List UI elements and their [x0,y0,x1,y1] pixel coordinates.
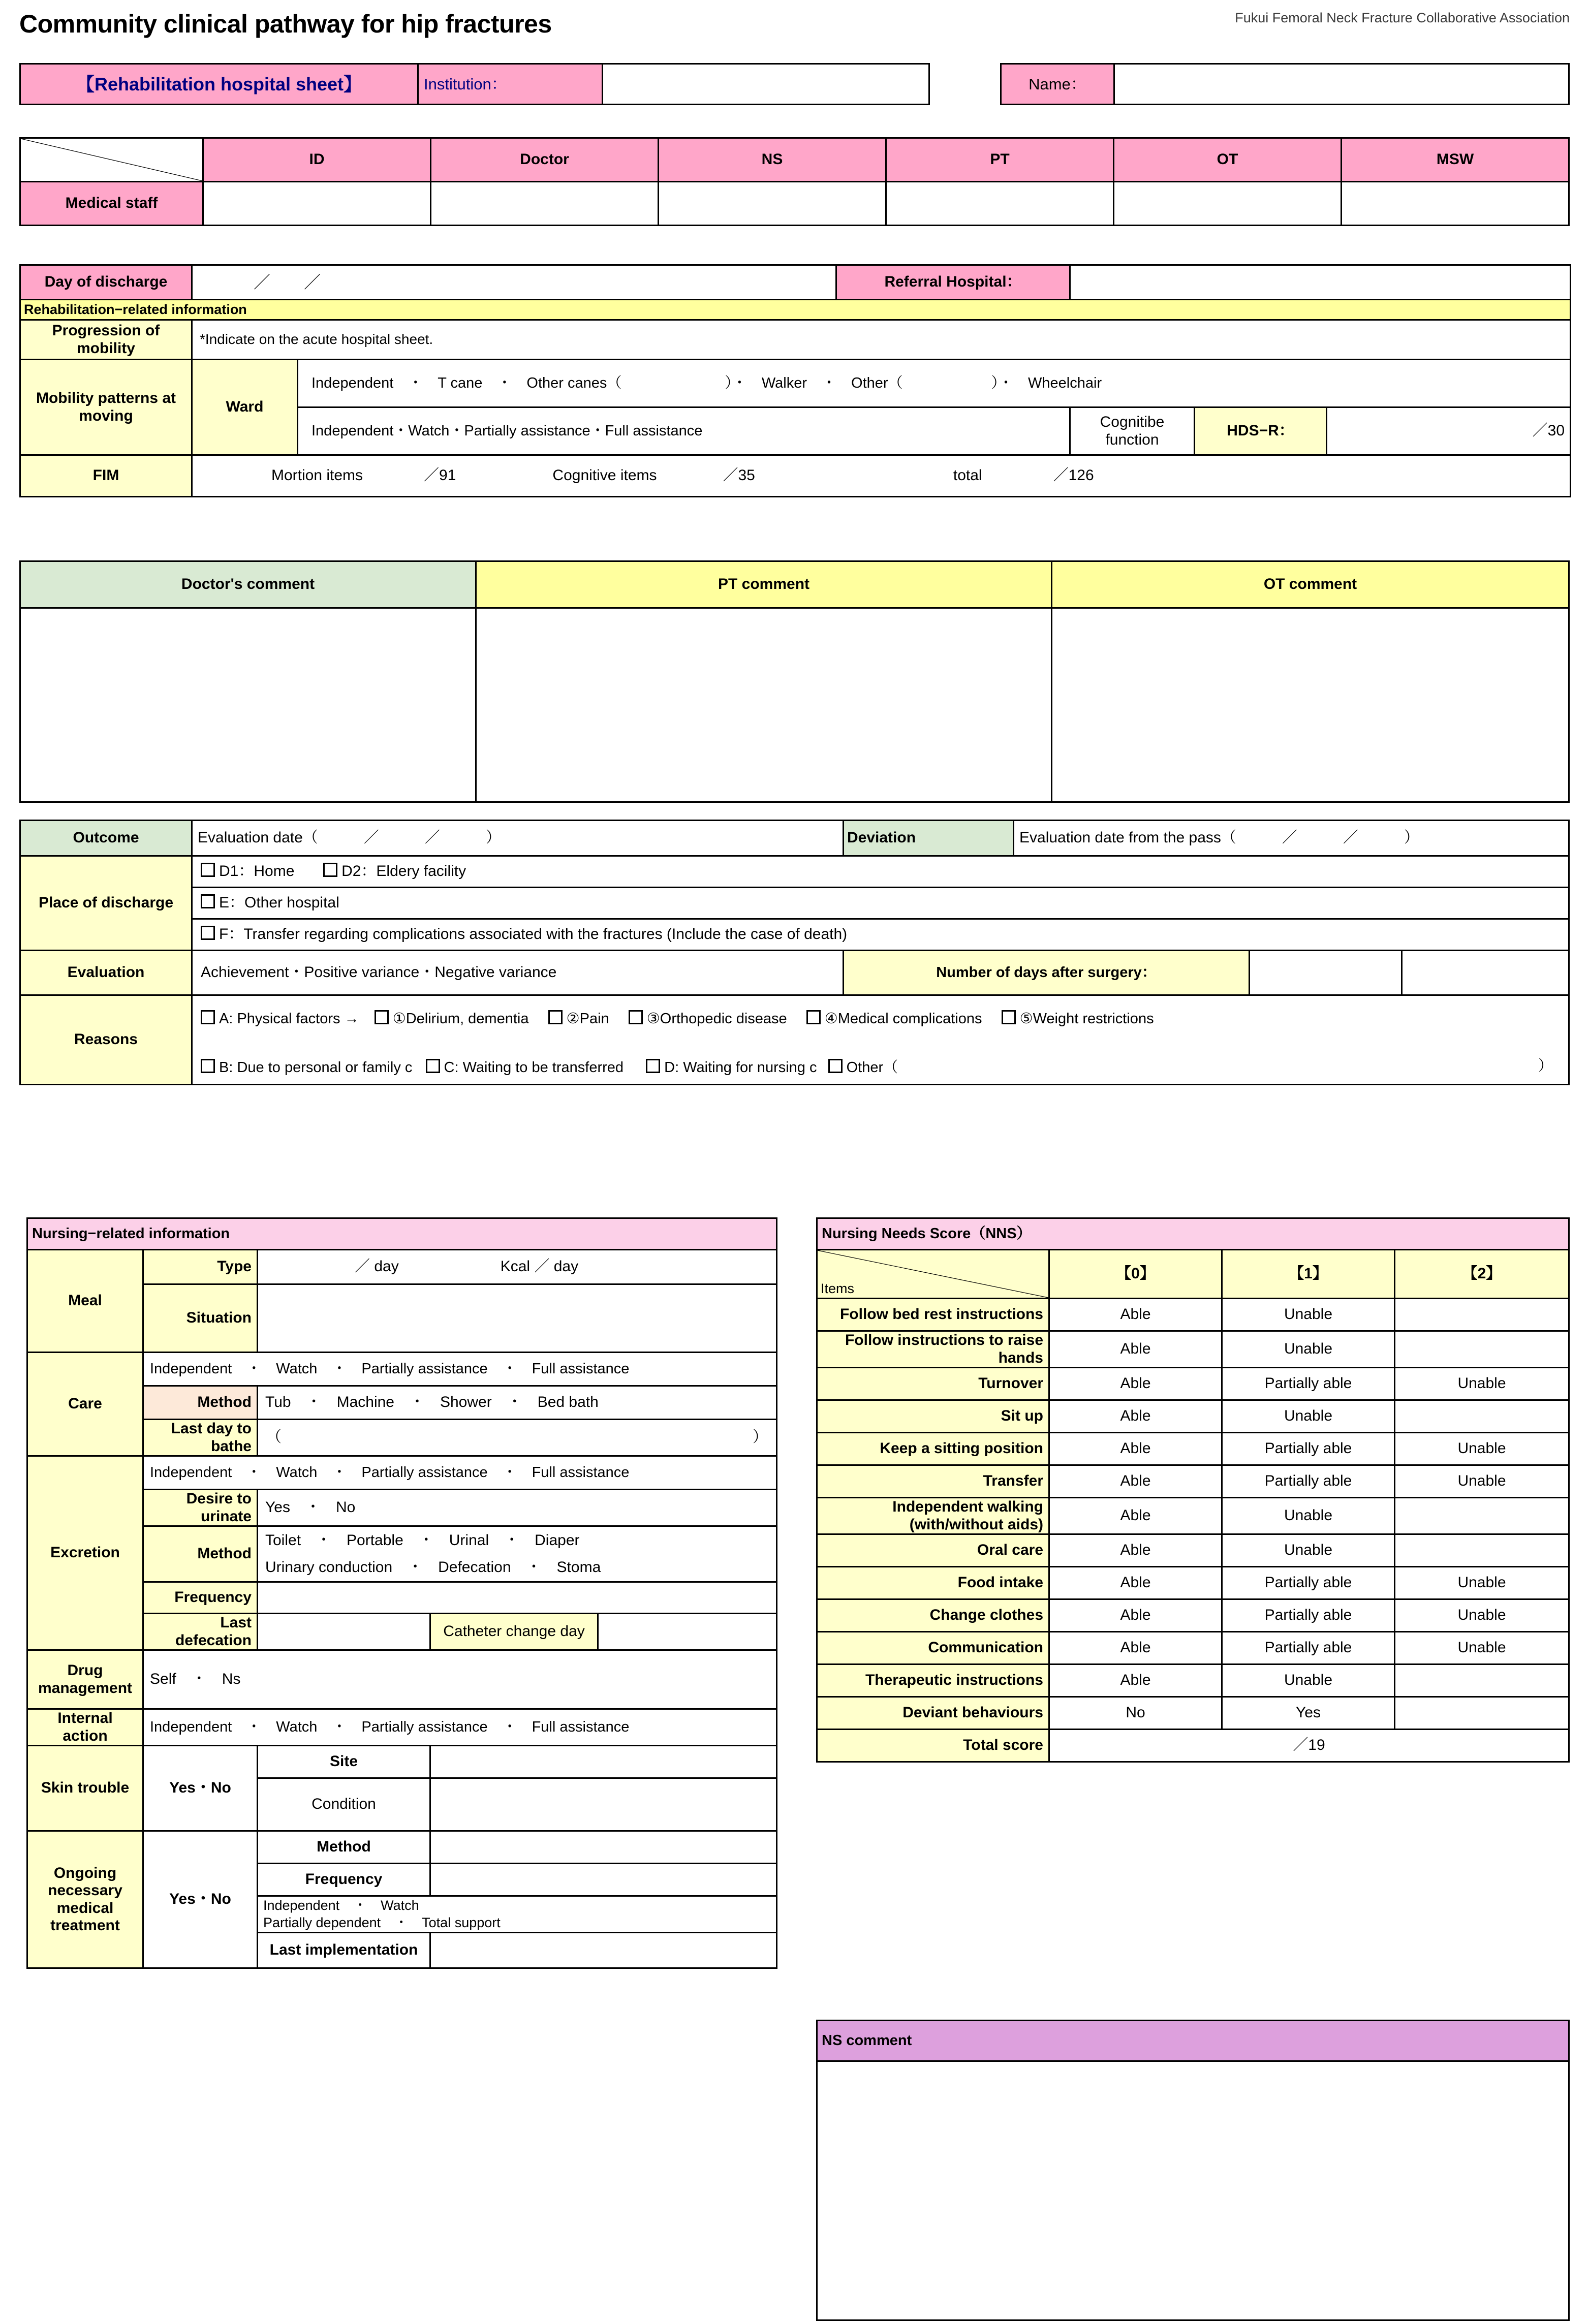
checkbox-b[interactable] [201,1059,215,1073]
table-row [817,1465,1569,1498]
ongoing-last-implementation-label: Last implementation [258,1933,430,1968]
reason-d[interactable]: D: Waiting for nursing c [664,1059,817,1076]
excretion-last-defecation-input[interactable] [258,1614,430,1650]
ns-comment-input[interactable] [817,2061,1569,2320]
meal-type-input[interactable] [258,1250,777,1284]
reason-other-close: ） [1538,1057,1553,1074]
institution-input[interactable] [603,64,929,105]
nns-cell-score2[interactable]: Unable [1395,1433,1569,1465]
checkbox-other[interactable] [828,1059,843,1073]
staff-value-msw[interactable] [1342,182,1569,226]
nns-item-label: Communication [817,1632,1049,1665]
staff-col-msw: MSW [1342,138,1569,182]
nns-header-1: 【1】 [1222,1250,1395,1299]
checkbox-a2[interactable] [548,1010,563,1024]
excretion-assist-row [27,1456,777,1490]
skin-condition-label: Condition [258,1778,430,1831]
place-option-d2[interactable]: D2：Eldery facility [341,863,466,880]
nns-item-label: Turnover [817,1368,1049,1400]
nns-cell-score0[interactable]: Able [1049,1599,1222,1632]
nns-total-value[interactable]: ／19 [1049,1730,1569,1762]
table-row [817,1534,1569,1567]
ongoing-method-row [27,1831,777,1864]
name-input[interactable] [1114,64,1569,105]
nns-cell-score0[interactable]: Able [1049,1632,1222,1665]
name-table [1000,63,1570,105]
place-option-row-3 [20,919,1569,951]
nns-cell-score2[interactable]: Unable [1395,1632,1569,1665]
evaluation-label: Evaluation [20,951,192,995]
reason-c[interactable]: C: Waiting to be transferred [444,1059,624,1076]
ot-comment-header: OT comment [1052,561,1569,608]
checkbox-a[interactable] [201,1010,215,1024]
nns-cell-score0[interactable]: Able [1049,1567,1222,1599]
nns-cell-score2[interactable] [1395,1665,1569,1697]
place-of-discharge-label: Place of discharge [20,856,192,951]
nns-cell-score1[interactable]: Unable [1222,1400,1395,1433]
nns-cell-score2[interactable]: Unable [1395,1599,1569,1632]
hdsr-label: HDS−R： [1195,407,1327,455]
mobility-row-1 [20,360,1571,407]
nns-cell-score2[interactable] [1395,1331,1569,1368]
ongoing-last-implementation-input[interactable] [430,1933,777,1968]
nns-total-label: Total score [817,1730,1049,1762]
staff-corner-cell [20,138,203,182]
staff-value-ot[interactable] [1114,182,1342,226]
last-bath-open-paren: （ [266,1429,282,1446]
ward-label: Ward [192,360,298,455]
meal-type-row [27,1250,777,1284]
nns-item-label: Transfer [817,1465,1049,1498]
nns-cell-score2[interactable] [1395,1534,1569,1567]
skin-trouble-yesno[interactable]: Yes・No [143,1746,258,1831]
care-assist-row [27,1353,777,1386]
nns-total-row [817,1730,1569,1762]
reasons-label: Reasons [20,995,192,1085]
place-option-d1[interactable]: D1：Home [219,863,295,880]
progression-row [20,320,1571,360]
institution-label: Institution： [418,64,603,105]
nns-item-label: Food intake [817,1567,1049,1599]
hdsr-score-input[interactable]: ／30 [1327,407,1571,455]
internal-action-label: Internal action [27,1709,143,1746]
meal-situation-label: Situation [143,1284,258,1353]
table-row [817,1599,1569,1632]
nns-cell-score2[interactable] [1395,1400,1569,1433]
internal-action-options[interactable]: Independent ・ Watch ・ Partially assistance ・ Full assistance [143,1709,777,1746]
nns-section-title: Nursing Needs Score（NNS） [817,1218,1569,1250]
days-after-surgery-label: Number of days after surgery： [844,951,1250,995]
checkbox-d2[interactable] [323,863,337,877]
checkbox-c[interactable] [426,1059,440,1073]
page-title: Community clinical pathway for hip fractures [19,10,552,38]
reason-other[interactable]: Other（ [846,1059,898,1076]
nns-item-label: Follow bed rest instructions [817,1299,1049,1331]
excretion-method-label: Method [143,1526,258,1582]
table-row [817,1368,1569,1400]
nns-item-label: Therapeutic instructions [817,1665,1049,1697]
reasons-cell [192,995,1569,1085]
table-row [817,1632,1569,1665]
fim-cognitive-label: Cognitive items [552,467,657,484]
discharge-row [20,265,1571,300]
fim-values-cell [192,455,1571,497]
skin-trouble-label: Skin trouble [27,1746,143,1831]
care-label: Care [27,1353,143,1456]
reason-a2[interactable]: ②Pain [566,1010,609,1027]
doctor-comment-input[interactable] [20,608,476,802]
care-last-bath-label: Last day to bathe [143,1420,258,1456]
nns-corner-cell [817,1250,1049,1299]
excretion-desire-options[interactable]: Yes ・ No [258,1490,777,1526]
drug-management-row [27,1650,777,1709]
nns-item-label: Deviant behaviours [817,1697,1049,1730]
staff-col-ot: OT [1114,138,1342,182]
catheter-change-day-input[interactable] [598,1614,777,1650]
drug-management-label: Drug management [27,1650,143,1709]
staff-value-ns[interactable] [659,182,886,226]
nns-item-label: Oral care [817,1534,1049,1567]
nns-cell-score0[interactable]: Able [1049,1433,1222,1465]
drug-management-options[interactable]: Self ・ Ns [143,1650,777,1709]
nns-cell-score2[interactable] [1395,1697,1569,1730]
excretion-frequency-input[interactable] [258,1582,777,1614]
internal-action-row [27,1709,777,1746]
care-method-label: Method [143,1386,258,1420]
place-option-e[interactable]: E：Other hospital [219,894,339,912]
staff-col-pt: PT [886,138,1114,182]
name-label: Name： [1001,64,1114,105]
nns-cell-score1[interactable]: Partially able [1222,1433,1395,1465]
last-bath-close-paren: ） [753,1429,768,1446]
reason-a-prefix: A: Physical factors → [219,1010,359,1027]
mobility-options-line1[interactable]: Independent ・ T cane ・ Other canes（ ）・ Walker ・ Other（ ）・ Wheelchair [298,360,1571,407]
excretion-desire-label: Desire to urinate [143,1490,258,1526]
evaluation-choices[interactable]: Achievement・Positive variance・Negative variance [192,951,844,995]
skin-site-input[interactable] [430,1746,777,1778]
nns-cell-score1[interactable]: Partially able [1222,1567,1395,1599]
fim-cognitive-score[interactable]: ／35 [723,467,755,484]
nns-header-2: 【2】 [1395,1250,1569,1299]
table-row [817,1331,1569,1368]
reason-b[interactable]: B: Due to personal or family c [219,1059,413,1076]
place-option-row-1 [20,856,1569,888]
place-option-row-2 [20,888,1569,919]
meal-kcal-per-day: Kcal ／ day [500,1258,579,1275]
sheet-institution-table [19,63,930,105]
checkbox-a1[interactable] [375,1010,389,1024]
ot-comment-input[interactable] [1052,608,1569,802]
nns-cell-score1[interactable]: Unable [1222,1534,1395,1567]
ongoing-method-label: Method [258,1831,430,1864]
table-row [817,1433,1569,1465]
nns-cell-score2[interactable] [1395,1299,1569,1331]
medical-staff-table [19,137,1570,226]
outcome-date-row [20,821,1569,856]
place-option-f[interactable]: F：Transfer regarding complications associated with the fractures (Include the case of death) [219,926,848,943]
meal-type-label: Type [143,1250,258,1284]
referral-hospital-input[interactable] [1070,265,1571,300]
ongoing-support-line2[interactable]: Partially dependent ・ Total support [263,1914,501,1930]
deviation-label: Deviation [844,821,1014,856]
days-after-surgery-input[interactable] [1250,951,1402,995]
checkbox-a5[interactable] [1002,1010,1016,1024]
checkbox-e[interactable] [201,894,215,908]
referral-hospital-label: Referral Hospital： [836,265,1070,300]
fim-total-label: total [953,467,982,484]
ongoing-treatment-label: Ongoing necessary medical treatment [27,1831,143,1968]
outcome-label: Outcome [20,821,192,856]
nns-cell-score0[interactable]: Able [1049,1400,1222,1433]
staff-col-ns: NS [659,138,886,182]
skin-site-row [27,1746,777,1778]
nns-cell-score1[interactable]: Partially able [1222,1368,1395,1400]
reason-a4[interactable]: ④Medical complications [824,1010,982,1027]
excretion-method-line2[interactable]: Urinary conduction ・ Defecation ・ Stoma [265,1558,601,1576]
ongoing-method-input[interactable] [430,1831,777,1864]
sheet-type-label: 【Rehabilitation hospital sheet】 [20,64,418,105]
care-method-options[interactable]: Tub ・ Machine ・ Shower ・ Bed bath [258,1386,777,1420]
nns-cell-score2[interactable] [1395,1498,1569,1534]
staff-value-pt[interactable] [886,182,1114,226]
checkbox-a3[interactable] [629,1010,643,1024]
ongoing-support-line1[interactable]: Independent ・ Watch [263,1897,419,1913]
fim-motion-label: Mortion items [271,467,363,484]
rehab-section-title: Rehabilitation−related information [20,300,1571,320]
excretion-frequency-label: Frequency [143,1582,258,1614]
nns-cell-score1[interactable]: Unable [1222,1331,1395,1368]
cognitive-function-label: Cognitibe function [1070,407,1195,455]
table-row [817,1567,1569,1599]
progression-label: Progression of mobility [20,320,192,360]
excretion-label: Excretion [27,1456,143,1650]
nns-cell-score1[interactable]: Unable [1222,1665,1395,1697]
pt-comment-input[interactable] [476,608,1052,802]
meal-situation-input[interactable] [258,1284,777,1353]
care-assist-options[interactable]: Independent ・ Watch ・ Partially assistance ・ Full assistance [143,1353,777,1386]
nns-item-label: Follow instructions to raise hands [817,1331,1049,1368]
nns-items-label: Items [821,1280,855,1296]
table-row [20,182,1569,226]
care-last-bath-input[interactable] [258,1420,777,1456]
nns-item-label: Independent walking (with/without aids) [817,1498,1049,1534]
nns-cell-score2[interactable]: Unable [1395,1368,1569,1400]
fim-total-score[interactable]: ／126 [1053,467,1094,484]
fim-label: FIM [20,455,192,497]
nns-cell-score1[interactable]: Partially able [1222,1599,1395,1632]
nns-cell-score1[interactable]: Unable [1222,1299,1395,1331]
table-row [817,1697,1569,1730]
checkbox-d[interactable] [646,1059,660,1073]
excretion-assist-options[interactable]: Independent ・ Watch ・ Partially assistance ・ Full assistance [143,1456,777,1490]
nns-cell-score0[interactable]: Able [1049,1331,1222,1368]
reasons-line-2 [201,1059,1560,1075]
staff-col-id: ID [203,138,431,182]
rehab-block-table [19,264,1571,497]
checkbox-f[interactable] [201,926,215,940]
staff-col-doctor: Doctor [431,138,659,182]
meal-label: Meal [27,1250,143,1353]
excretion-method-line1[interactable]: Toilet ・ Portable ・ Urinal ・ Diaper [265,1532,580,1549]
reasons-row [20,995,1569,1085]
reason-a3[interactable]: ③Orthopedic disease [646,1010,787,1027]
fim-motion-score[interactable]: ／91 [424,467,456,484]
checkbox-d1[interactable] [201,863,215,877]
ongoing-treatment-yesno[interactable]: Yes・No [143,1831,258,1968]
nns-cell-score0[interactable]: Able [1049,1368,1222,1400]
nns-cell-score1[interactable]: Yes [1222,1697,1395,1730]
nursing-section-title: Nursing−related information [27,1218,777,1250]
outcome-table [19,820,1570,1085]
table-row [817,1400,1569,1433]
evaluation-date-input[interactable]: Evaluation date（ ／ ／ ） [192,821,844,856]
doctor-comment-header: Doctor's comment [20,561,476,608]
reasons-line-1 [201,1010,1560,1026]
ongoing-frequency-input[interactable] [430,1864,777,1896]
table-row [817,1498,1569,1534]
nns-cell-score1[interactable]: Unable [1222,1498,1395,1534]
reason-a5[interactable]: ⑤Weight restrictions [1019,1010,1154,1027]
nns-header-0: 【0】 [1049,1250,1222,1299]
nns-cell-score1[interactable]: Partially able [1222,1465,1395,1498]
nns-table [816,1217,1570,1763]
deviation-date-input[interactable]: Evaluation date from the pass（ ／ ／ ） [1014,821,1569,856]
staff-value-doctor[interactable] [431,182,659,226]
ns-comment-table [816,2020,1570,2321]
pt-comment-header: PT comment [476,561,1052,608]
excretion-method-options[interactable] [258,1526,777,1582]
catheter-change-day-label: Catheter change day [430,1614,598,1650]
nns-cell-score1[interactable]: Partially able [1222,1632,1395,1665]
nns-cell-score0[interactable]: Able [1049,1465,1222,1498]
place-options-row [192,856,1569,888]
nns-item-label: Change clothes [817,1599,1049,1632]
table-row [817,1299,1569,1331]
nns-item-label: Keep a sitting position [817,1433,1049,1465]
excretion-last-defecation-label: Last defecation [143,1614,258,1650]
ns-comment-header: NS comment [817,2021,1569,2061]
staff-value-id[interactable] [203,182,431,226]
evaluation-row [20,951,1569,995]
meal-per-day: ／ day [355,1258,399,1275]
nns-cell-score0[interactable]: No [1049,1697,1222,1730]
nns-cell-score0[interactable]: Able [1049,1665,1222,1697]
nns-cell-score0[interactable]: Able [1049,1498,1222,1534]
nns-cell-score0[interactable]: Able [1049,1299,1222,1331]
reason-a1[interactable]: ①Delirium, dementia [392,1010,529,1027]
ongoing-support-options[interactable] [258,1896,777,1933]
table-row [817,1665,1569,1697]
mobility-options-line2[interactable]: Independent・Watch・Partially assistance・Full assistance [298,407,1070,455]
association-name: Fukui Femoral Neck Fracture Collaborative Association [1235,10,1570,25]
nns-item-label: Sit up [817,1400,1049,1433]
ongoing-frequency-label: Frequency [258,1864,430,1896]
checkbox-a4[interactable] [806,1010,821,1024]
progression-note: *Indicate on the acute hospital sheet. [192,320,1571,360]
nns-cell-score2[interactable]: Unable [1395,1465,1569,1498]
skin-condition-input[interactable] [430,1778,777,1831]
skin-site-label: Site [258,1746,430,1778]
day-of-discharge-label: Day of discharge [20,265,192,300]
mobility-label: Mobility patterns at moving [20,360,192,455]
days-after-surgery-extra[interactable] [1402,951,1569,995]
nursing-info-table [26,1217,777,1969]
day-of-discharge-input[interactable]: ／ ／ [192,265,836,300]
staff-row-label: Medical staff [20,182,203,226]
nns-cell-score2[interactable]: Unable [1395,1567,1569,1599]
comments-table [19,560,1570,803]
nns-cell-score0[interactable]: Able [1049,1534,1222,1567]
fim-row [20,455,1571,497]
